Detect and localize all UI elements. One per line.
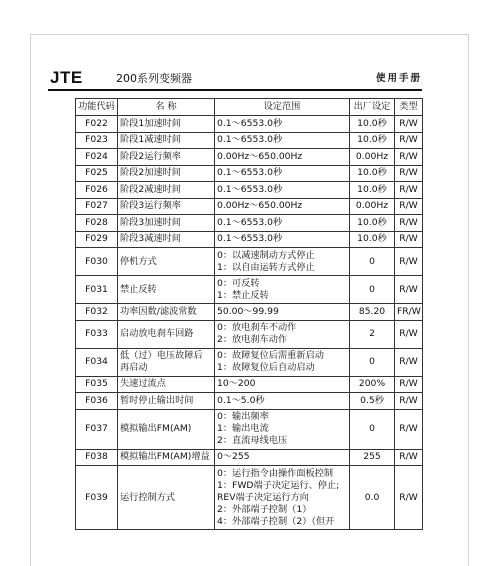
param-name-line: 阶段1加速时间 xyxy=(120,117,181,129)
param-name-line: 禁止反转 xyxy=(120,283,157,295)
column-header-default: 出厂设定 xyxy=(350,99,395,116)
param-name-line: 再启动 xyxy=(120,362,148,373)
param-range-line: 2：外部端子控制（1） xyxy=(217,503,312,515)
param-range xyxy=(215,449,350,466)
param-name xyxy=(118,449,215,466)
param-default: 200% xyxy=(350,376,395,393)
param-code: F036 xyxy=(76,393,118,410)
param-name-line: 运行控制方式 xyxy=(120,491,176,503)
param-range-line: 1：FWD端子决定运行、停止; xyxy=(217,479,340,491)
param-type: FR/W xyxy=(395,304,423,321)
param-code: F026 xyxy=(76,182,118,199)
param-range-line: 0.00Hz～650.00Hz xyxy=(217,150,303,162)
param-type: R/W xyxy=(395,149,423,166)
param-range-line: 0：输出频率 xyxy=(217,411,269,422)
param-range-line: 1：以自由运转方式停止 xyxy=(217,261,315,273)
table-row xyxy=(76,466,423,530)
table-row xyxy=(76,182,423,199)
param-name-line: 阶段3加速时间 xyxy=(120,216,181,228)
param-name xyxy=(118,348,215,376)
param-type: R/W xyxy=(395,198,423,215)
param-type: R/W xyxy=(395,409,423,449)
param-range-line: 0.1～6553.0秒 xyxy=(217,134,283,146)
param-code: F033 xyxy=(76,320,118,348)
table-row xyxy=(76,215,423,232)
table-row xyxy=(76,248,423,276)
param-range xyxy=(215,320,350,348)
param-type: R/W xyxy=(395,215,423,232)
param-type: R/W xyxy=(395,182,423,199)
table-row xyxy=(76,393,423,410)
param-type: R/W xyxy=(395,449,423,466)
param-name xyxy=(118,132,215,149)
param-name-line: 阶段3运行频率 xyxy=(120,200,181,212)
param-name-line: 暂时停止输出时间 xyxy=(120,394,194,406)
param-type: R/W xyxy=(395,248,423,276)
table-row xyxy=(76,409,423,449)
param-name-line: 阶段3减速时间 xyxy=(120,233,181,245)
param-name-line: 阶段2加速时间 xyxy=(120,167,181,179)
param-range-line: 0.1～6553.0秒 xyxy=(217,233,283,245)
param-range-line: 0.00Hz～650.00Hz xyxy=(217,200,303,212)
param-range xyxy=(215,132,350,149)
param-name-line: 模拟输出FM(AM)增益 xyxy=(120,451,210,463)
param-type: R/W xyxy=(395,132,423,149)
param-name-line: 停机方式 xyxy=(120,255,157,267)
param-range-line: 2：直流母线电压 xyxy=(217,435,288,446)
product-series-title: 200系列变频器 xyxy=(116,72,192,85)
param-name xyxy=(118,165,215,182)
param-code: F032 xyxy=(76,304,118,321)
table-row xyxy=(76,132,423,149)
table-row xyxy=(76,449,423,466)
param-name xyxy=(118,276,215,304)
param-code: F039 xyxy=(76,466,118,530)
param-range xyxy=(215,466,350,530)
manual-label: 使用手册 xyxy=(375,73,422,84)
column-header-range: 设定范围 xyxy=(215,99,350,116)
param-range xyxy=(215,304,350,321)
param-range-line: 0.1～6553.0秒 xyxy=(217,117,283,129)
param-type: R/W xyxy=(395,231,423,248)
table-row xyxy=(76,320,423,348)
param-range-line: 0：故障复位后需重新启动 xyxy=(217,350,324,361)
param-default: 10.0秒 xyxy=(350,132,395,149)
param-name-line: 阶段1减速时间 xyxy=(120,134,181,146)
param-name xyxy=(118,231,215,248)
param-range-line: REV端子决定运行方向 xyxy=(217,491,309,503)
table-row xyxy=(76,116,423,133)
param-code: F031 xyxy=(76,276,118,304)
param-type: R/W xyxy=(395,376,423,393)
table-header-row xyxy=(76,99,423,116)
param-default: 10.0秒 xyxy=(350,116,395,133)
param-default: 0 xyxy=(350,348,395,376)
column-header-type: 类型 xyxy=(395,99,423,116)
param-name xyxy=(118,393,215,410)
param-default: 0.00Hz xyxy=(350,149,395,166)
param-range xyxy=(215,198,350,215)
table-row xyxy=(76,198,423,215)
table-row xyxy=(76,276,423,304)
param-default: 0.5秒 xyxy=(350,393,395,410)
param-range-line: 0：以减速制动方式停止 xyxy=(217,249,315,261)
param-name xyxy=(118,320,215,348)
param-default: 0.0 xyxy=(350,466,395,530)
param-type: R/W xyxy=(395,165,423,182)
param-range-line: 10～200 xyxy=(217,378,256,390)
param-range-line: 1：故障复位后自动启动 xyxy=(217,362,315,373)
param-range xyxy=(215,376,350,393)
param-code: F022 xyxy=(76,116,118,133)
param-default: 0 xyxy=(350,276,395,304)
table-row xyxy=(76,165,423,182)
param-range-line: 0：运行指令由操作面板控制 xyxy=(217,467,334,479)
table-row xyxy=(76,304,423,321)
param-type: R/W xyxy=(395,320,423,348)
param-range-line: 0.1～6553.0秒 xyxy=(217,183,283,195)
brand-logo: JTE xyxy=(50,68,83,87)
param-range xyxy=(215,348,350,376)
param-range xyxy=(215,165,350,182)
param-code: F038 xyxy=(76,449,118,466)
param-name xyxy=(118,198,215,215)
param-range-line: 50.00～99.99 xyxy=(217,305,279,317)
param-range-line: 0.1～5.0秒 xyxy=(217,394,265,406)
column-header-name: 名 称 xyxy=(118,99,215,116)
param-range-line: 0.1～6553.0秒 xyxy=(217,216,283,228)
param-default: 0 xyxy=(350,409,395,449)
parameter-table xyxy=(75,98,423,530)
param-code: F029 xyxy=(76,231,118,248)
param-name xyxy=(118,304,215,321)
param-name xyxy=(118,182,215,199)
param-type: R/W xyxy=(395,276,423,304)
param-default: 10.0秒 xyxy=(350,231,395,248)
param-type: R/W xyxy=(395,116,423,133)
param-code: F027 xyxy=(76,198,118,215)
param-code: F025 xyxy=(76,165,118,182)
param-type: R/W xyxy=(395,348,423,376)
table-row xyxy=(76,231,423,248)
table-row xyxy=(76,376,423,393)
param-range-line: 0：放电刹车不动作 xyxy=(217,322,297,333)
param-code: F028 xyxy=(76,215,118,232)
param-default: 255 xyxy=(350,449,395,466)
param-range-line: 2：放电刹车动作 xyxy=(217,334,288,345)
param-name-line: 阶段2运行频率 xyxy=(120,150,181,162)
param-name-line: 阶段2减速时间 xyxy=(120,183,181,195)
param-code: F037 xyxy=(76,409,118,449)
column-header-code: 功能代码 xyxy=(76,99,118,116)
param-default: 2 xyxy=(350,320,395,348)
param-name xyxy=(118,466,215,530)
param-default: 10.0秒 xyxy=(350,182,395,199)
param-name xyxy=(118,215,215,232)
param-name-line: 启动放电刹车回路 xyxy=(120,328,194,339)
param-default: 10.0秒 xyxy=(350,215,395,232)
param-range-line: 1：禁止反转 xyxy=(217,289,269,301)
param-name-line: 功率因数/滤波常数 xyxy=(120,305,197,317)
param-range xyxy=(215,409,350,449)
param-range-line: 1：输出电流 xyxy=(217,423,269,434)
param-name xyxy=(118,116,215,133)
param-code: F035 xyxy=(76,376,118,393)
param-default: 85.20 xyxy=(350,304,395,321)
param-range xyxy=(215,248,350,276)
param-name xyxy=(118,149,215,166)
param-default: 10.0秒 xyxy=(350,165,395,182)
param-range-line: 0～255 xyxy=(217,451,250,463)
param-code: F024 xyxy=(76,149,118,166)
param-range xyxy=(215,182,350,199)
param-name-line: 低（过）电压故障后 xyxy=(120,350,203,361)
param-range xyxy=(215,231,350,248)
param-name xyxy=(118,248,215,276)
param-range-line: 0.1～6553.0秒 xyxy=(217,167,283,179)
param-range xyxy=(215,393,350,410)
param-type: R/W xyxy=(395,466,423,530)
header-rule xyxy=(48,89,422,91)
param-default: 0.00Hz xyxy=(350,198,395,215)
param-name xyxy=(118,409,215,449)
param-default: 0 xyxy=(350,248,395,276)
param-name-line: 失速过流点 xyxy=(120,378,166,390)
param-range-line: 0：可反转 xyxy=(217,277,260,289)
param-range xyxy=(215,149,350,166)
param-code: F034 xyxy=(76,348,118,376)
table-body xyxy=(76,116,423,530)
table-row xyxy=(76,348,423,376)
param-range xyxy=(215,116,350,133)
table-row xyxy=(76,149,423,166)
page-header xyxy=(48,68,422,88)
param-code: F023 xyxy=(76,132,118,149)
param-name xyxy=(118,376,215,393)
param-range-line: 4：外部端子控制（2）（但开 xyxy=(217,515,335,527)
param-type: R/W xyxy=(395,393,423,410)
param-range xyxy=(215,276,350,304)
param-range xyxy=(215,215,350,232)
param-code: F030 xyxy=(76,248,118,276)
param-name-line: 模拟输出FM(AM) xyxy=(120,423,192,434)
